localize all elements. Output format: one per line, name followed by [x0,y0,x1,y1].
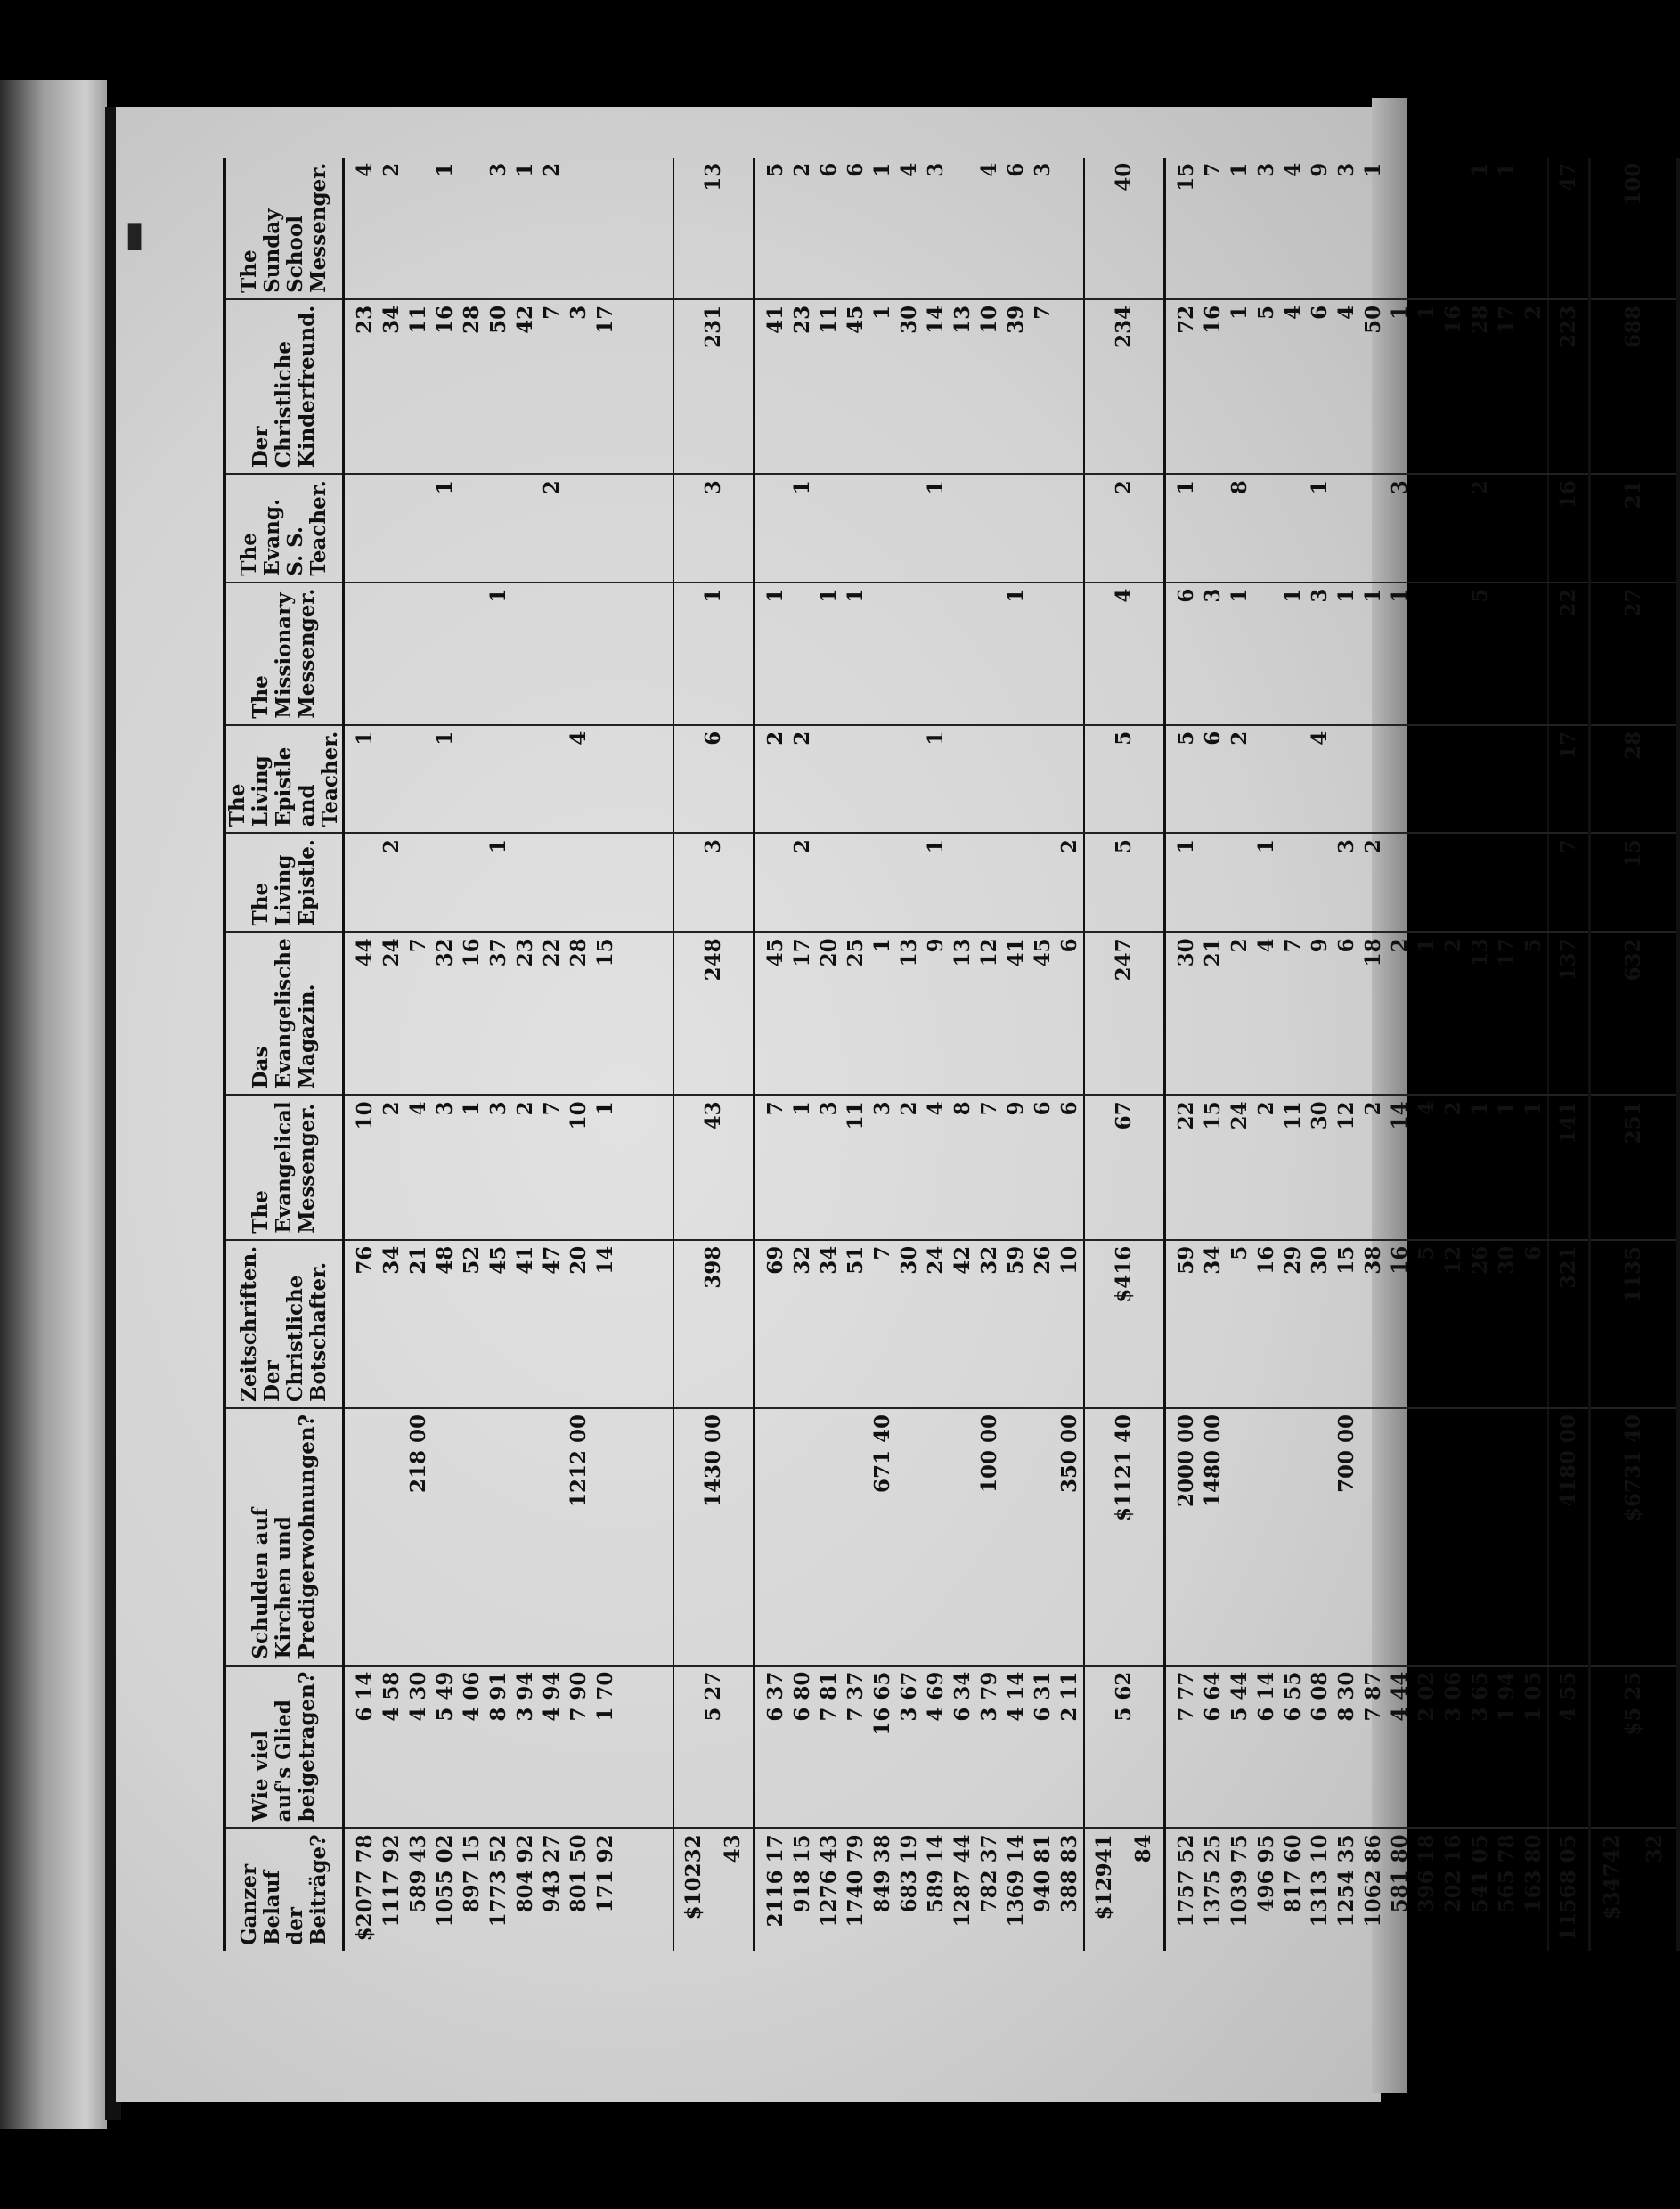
grand-total-cell: 27 [1590,583,1679,725]
total-cell: 3 [673,833,754,932]
cell-botschafter: 69 32 34 51 7 30 24 42 32 59 26 10 [754,1240,1085,1408]
total-cell: 13 [673,158,754,299]
total-cell: 231 [673,299,754,474]
cell-per-member: 6 37 6 80 7 81 7 37 16 65 3 67 4 69 6 34 3 79 4 14 6 31 2 11 [754,1666,1085,1829]
cell-magazin: 45 17 20 25 1 13 9 13 12 41 45 6 [754,932,1085,1095]
subtotal-row-3 [1548,158,1590,1951]
total-cell: 1 [673,583,754,725]
rotated-statistics-table [223,162,1667,1951]
total-cell: 137 [1548,932,1590,1095]
facing-page-edge [0,80,107,2129]
cell-kinderfreund: 72 16 1 5 4 6 4 50 1 1 16 28 17 2 [1165,299,1549,474]
grand-total-cell: $34742 32 [1590,1828,1679,1951]
cell-kinderfreund: 41 23 11 45 1 30 14 13 10 39 7 [754,299,1085,474]
cell-ss-messenger: 5 2 6 6 1 4 3 4 6 3 [763,162,1055,177]
header-ss-messenger: The Sunday School Messenger. [224,158,344,299]
total-cell: 223 [1548,299,1590,474]
total-cell: 67 [1084,1095,1165,1239]
grand-total-cell: 1135 [1590,1240,1679,1408]
header-evangelische-magazin: Das Evangelische Magazin. [224,932,344,1095]
total-cell: 5 [1084,833,1165,932]
header-total-contributions: Ganzer Belauf der Beiträge? [224,1828,344,1951]
table-row-group-1 [344,158,674,1951]
total-cell: 4 55 [1548,1666,1590,1829]
cell-evangelical-messenger: 10 2 4 3 1 3 2 7 10 1 [344,1095,674,1239]
total-cell: 17 [1548,725,1590,833]
cell-ss-teacher: 1 2 [344,474,674,582]
header-kinderfreund: Der Christliche Kinderfreund. [224,299,344,474]
table-row-group-2 [754,158,1085,1951]
contributions-table [223,158,1680,1951]
total-cell: 7 [1548,833,1590,932]
cell-debts: 218 00 1212 00 [344,1408,674,1666]
total-cell: 247 [1084,932,1165,1095]
header-evangelical-messenger: The Evangelical Messenger. [224,1095,344,1239]
header-missionary-messenger: The Missionary Messenger. [224,583,344,725]
cell-botschafter: 59 34 5 16 29 30 15 38 16 5 12 26 30 6 [1165,1240,1549,1408]
cell-amounts: 1757 52 1375 25 1039 75 496 95 817 60 1313 10 1254 35 1062 86 581 80 396 18 202 16 541 05 565 78 163 80 [1165,1828,1549,1951]
header-church-debts: Schulden auf Kirchen und Predigerwohnungen? [224,1408,344,1666]
total-cell: 398 [673,1240,754,1408]
total-cell: 43 [673,1095,754,1239]
total-cell: 234 [1084,299,1165,474]
cell-debts: 671 40 100 00 350 00 [754,1408,1085,1666]
cell-living-epistle: 1 1 3 2 [1165,833,1549,932]
grand-total-cell: 21 [1590,474,1679,582]
cell-per-member: 7 77 6 64 5 44 6 14 6 55 6 08 8 30 7 87 4 44 2 02 3 06 3 65 1 94 1 05 [1165,1666,1549,1829]
header-per-member: Wie viel auf's Glied beigetragen? [224,1666,344,1829]
cell-magazin: 44 24 7 32 16 37 23 22 28 15 [344,932,674,1095]
subtotal-row-2 [1084,158,1165,1951]
total-cell: 1430 00 [673,1408,754,1666]
cell-living-epistle: 2 1 2 [754,833,1085,932]
cell-amounts: 2116 17 918 15 1276 43 1740 79 849 38 683 19 589 14 1287 44 782 37 1369 14 940 81 388 83 [754,1828,1085,1951]
total-cell: 11568 05 [1548,1828,1590,1951]
total-cell: $1121 40 [1084,1408,1165,1666]
total-cell: 40 [1084,158,1165,299]
total-cell: 321 [1548,1240,1590,1408]
grand-total-cell: 15 [1590,833,1679,932]
cell-kinderfreund: 23 34 11 16 28 50 42 7 3 17 [344,299,674,474]
table-row-group-3 [1165,158,1549,1951]
header-row [224,158,344,1951]
total-cell: 6 [673,725,754,833]
cell-magazin: 30 21 2 4 7 9 6 18 2 1 2 13 17 5 [1165,932,1549,1095]
grand-total-cell: 632 [1590,932,1679,1095]
grand-total-cell: 251 [1590,1095,1679,1239]
grand-total-cell: 688 [1590,299,1679,474]
cell-ss-messenger: 4 2 1 3 1 2 [353,162,564,177]
grand-total-row [1590,158,1679,1951]
cell-debts: 2000 00 1480 00 700 00 [1165,1408,1549,1666]
cell-ss-messenger: 15 7 1 3 4 9 3 1 1 1 [1174,162,1519,192]
total-cell: 16 [1548,474,1590,582]
grand-total-cell: $5 25 [1590,1666,1679,1829]
header-living-epistle-teacher: The Living Epistle and Teacher. [224,725,344,833]
total-cell: 5 62 [1084,1666,1165,1829]
total-cell: 4180 00 [1548,1408,1590,1666]
total-cell: 248 [673,932,754,1095]
total-cell: 4 [1084,583,1165,725]
header-ss-teacher: The Evang. S. S. Teacher. [224,474,344,582]
total-cell: $12941 84 [1084,1828,1165,1951]
total-cell: $10232 43 [673,1828,754,1951]
total-cell: 5 27 [673,1666,754,1829]
grand-total-cell: $6731 40 [1590,1408,1679,1666]
total-cell: $416 [1084,1240,1165,1408]
cell-ss-teacher: 1 1 [754,474,1085,582]
subtotal-row-1 [673,158,754,1951]
cell-evangelical-messenger: 7 1 3 11 3 2 4 8 7 9 6 6 [754,1095,1085,1239]
cell-living-epistle-teacher: 2 2 1 [754,725,1085,833]
grand-total-cell: 28 [1590,725,1679,833]
ink-mark: ▮ [125,214,145,255]
header-botschafter: Zeitschriften. Der Christliche Botschafter. [224,1240,344,1408]
cell-botschafter: 76 34 21 48 52 45 41 47 20 14 [344,1240,674,1408]
cell-per-member: 6 14 4 58 4 30 5 49 4 06 8 91 3 94 4 94 7 90 1 70 [344,1666,674,1829]
cell-living-epistle-teacher: 5 6 2 4 [1165,725,1549,833]
cell-missionary-messenger: 6 3 1 1 3 1 1 1 5 [1165,583,1549,725]
total-cell: 47 [1548,158,1590,299]
total-cell: 2 [1084,474,1165,582]
total-cell: 22 [1548,583,1590,725]
cell-living-epistle: 2 1 [344,833,674,932]
cell-missionary-messenger: 1 [344,583,674,725]
cell-ss-teacher: 1 8 1 3 2 [1165,474,1549,582]
cell-amounts: $2077 78 1117 92 589 43 1055 02 897 15 1773 52 804 92 943 27 801 50 171 92 [344,1828,674,1951]
cell-missionary-messenger: 1 1 1 1 [754,583,1085,725]
cell-living-epistle-teacher: 1 1 4 [344,725,674,833]
total-cell: 3 [673,474,754,582]
grand-total-cell: 100 [1590,158,1679,299]
header-living-epistle: The Living Epistle. [224,833,344,932]
total-cell: 5 [1084,725,1165,833]
total-cell: 141 [1548,1095,1590,1239]
cell-evangelical-messenger: 22 15 24 2 11 30 12 2 14 4 2 1 1 1 [1165,1095,1549,1239]
